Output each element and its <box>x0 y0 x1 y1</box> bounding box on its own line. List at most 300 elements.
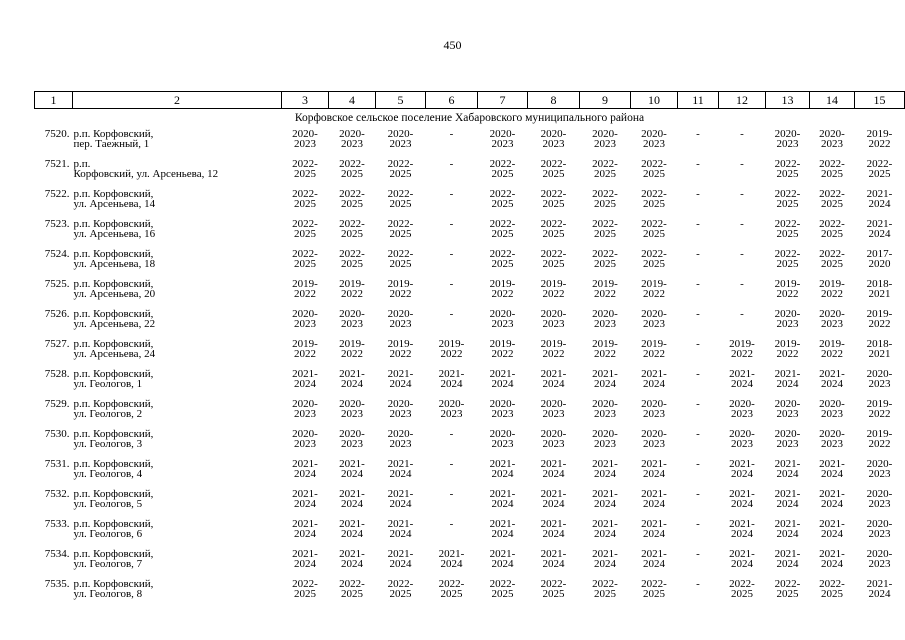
year-range-cell: 2021- 2024 <box>774 488 801 510</box>
year-range-cell: - <box>740 158 744 170</box>
row-number: 7529. <box>44 398 70 410</box>
row-number: 7525. <box>44 278 70 290</box>
year-range-cell: - <box>449 158 454 170</box>
year-range-cell: 2019- 2022 <box>387 278 414 300</box>
year-range-cell: 2021- 2024 <box>774 458 801 480</box>
year-range-cell: 2020- 2023 <box>866 458 893 480</box>
table-row <box>35 397 905 427</box>
address-cell <box>73 187 282 217</box>
section-title: Корфовское сельское поселение Хабаровского муниципального района <box>294 112 645 124</box>
year-range-cell: 2021- 2024 <box>387 458 414 480</box>
year-range-cell: 2022- 2025 <box>387 188 414 210</box>
year-range-cell: 2020- 2023 <box>489 398 516 420</box>
year-range-cell: 2021- 2024 <box>540 548 567 570</box>
year-range-cell: - <box>696 188 700 200</box>
year-range-cell: 2021- 2024 <box>819 488 845 510</box>
year-range-cell: 2021- 2024 <box>339 488 365 510</box>
year-range-cell: 2020- 2023 <box>489 308 516 330</box>
year-range-cell: - <box>740 248 744 260</box>
year-range-cell: 2022- 2025 <box>540 248 567 270</box>
column-header: 8 <box>528 92 580 109</box>
year-range-cell: 2022- 2025 <box>540 578 567 600</box>
year-range-cell: - <box>696 128 700 140</box>
year-range-cell: 2022- 2025 <box>641 578 667 600</box>
year-range-cell: 2020- 2023 <box>592 128 618 150</box>
year-range-cell: - <box>740 128 744 140</box>
year-range-cell: 2021- 2024 <box>438 368 465 390</box>
address-cell <box>73 247 282 277</box>
year-range-cell: 2021- 2024 <box>387 488 414 510</box>
address-line-1: р.п. Корфовский, <box>73 128 154 140</box>
table-row <box>35 307 905 337</box>
address-cell <box>73 457 282 487</box>
address-cell <box>73 517 282 547</box>
year-range-cell: 2022- 2025 <box>387 158 414 180</box>
year-range-cell: 2019- 2022 <box>339 278 365 300</box>
year-range-cell: - <box>696 338 700 350</box>
year-range-cell: 2020- 2023 <box>866 368 893 390</box>
year-range-cell: 2019- 2022 <box>774 278 801 300</box>
year-range-cell: 2022- 2025 <box>540 188 567 210</box>
column-header: 14 <box>810 92 855 109</box>
year-range-cell: - <box>449 458 454 470</box>
table-row <box>35 157 905 187</box>
year-range-cell: - <box>449 518 454 530</box>
year-range-cell: - <box>449 488 454 500</box>
year-range-cell: 2019- 2022 <box>592 278 618 300</box>
year-range-cell: 2020- 2023 <box>592 398 618 420</box>
year-range-cell: 2020- 2023 <box>387 398 414 420</box>
year-range-cell: 2021- 2024 <box>387 368 414 390</box>
year-range-cell: 2022- 2025 <box>292 158 318 180</box>
address-line-2: ул. Арсеньева, 16 <box>73 228 156 240</box>
year-range-cell: 2021- 2024 <box>729 548 755 570</box>
year-range-cell: 2022- 2025 <box>339 218 365 240</box>
year-range-cell: - <box>696 278 700 290</box>
year-range-cell: 2022- 2025 <box>641 188 667 210</box>
year-range-cell: - <box>740 218 744 230</box>
year-range-cell: 2019- 2022 <box>489 338 516 360</box>
row-number: 7528. <box>44 368 70 380</box>
year-range-cell: 2019- 2022 <box>819 338 845 360</box>
year-range-cell: - <box>696 518 700 530</box>
year-range-cell: 2022- 2025 <box>387 248 414 270</box>
column-header: 13 <box>766 92 810 109</box>
row-number: 7520. <box>44 128 70 140</box>
year-range-cell: - <box>696 488 700 500</box>
year-range-cell: 2022- 2025 <box>489 188 516 210</box>
year-range-cell: 2022- 2025 <box>489 578 516 600</box>
address-cell <box>73 157 282 187</box>
year-range-cell: 2020- 2023 <box>819 128 845 150</box>
year-range-cell: 2020- 2023 <box>729 428 755 450</box>
address-line-2: ул. Арсеньева, 20 <box>73 288 156 300</box>
year-range-cell: - <box>696 218 700 230</box>
year-range-cell: 2021- 2024 <box>866 188 893 210</box>
row-number: 7530. <box>44 428 70 440</box>
row-number: 7535. <box>44 578 70 590</box>
address-line-1: р.п. Корфовский, <box>73 458 154 470</box>
year-range-cell: 2022- 2025 <box>819 248 845 270</box>
year-range-cell: 2020- 2023 <box>819 428 845 450</box>
year-range-cell: 2022- 2025 <box>339 188 365 210</box>
year-range-cell: 2021- 2024 <box>729 488 755 510</box>
column-header: 4 <box>329 92 376 109</box>
year-range-cell: 2022- 2025 <box>489 158 516 180</box>
year-range-cell: 2019- 2022 <box>292 278 318 300</box>
year-range-cell: 2022- 2025 <box>540 158 567 180</box>
year-range-cell: 2022- 2025 <box>729 578 755 600</box>
column-header: 7 <box>478 92 528 109</box>
address-line-2: ул. Геологов, 6 <box>73 528 143 540</box>
year-range-cell: 2022- 2025 <box>489 248 516 270</box>
year-range-cell: 2021- 2024 <box>641 548 667 570</box>
address-cell <box>73 547 282 577</box>
year-range-cell: 2020- 2023 <box>540 428 567 450</box>
column-header: 11 <box>678 92 719 109</box>
year-range-cell: 2021- 2024 <box>774 368 801 390</box>
year-range-cell: 2022- 2025 <box>592 218 618 240</box>
year-range-cell: 2021- 2024 <box>866 578 893 600</box>
year-range-cell: 2020- 2023 <box>292 308 318 330</box>
address-line-1: р.п. Корфовский, <box>73 398 154 410</box>
year-range-cell: 2020- 2023 <box>592 428 618 450</box>
year-range-cell: 2021- 2024 <box>592 368 618 390</box>
address-line-1: р.п. Корфовский, <box>73 188 154 200</box>
year-range-cell: 2022- 2025 <box>819 188 845 210</box>
year-range-cell: 2020- 2023 <box>540 308 567 330</box>
table-row <box>35 367 905 397</box>
year-range-cell: 2021- 2024 <box>292 518 318 540</box>
year-range-cell: 2021- 2024 <box>489 368 516 390</box>
address-line-2: Корфовский, ул. Арсеньева, 12 <box>73 168 219 180</box>
year-range-cell: 2021- 2024 <box>866 218 893 240</box>
year-range-cell: - <box>449 128 454 140</box>
year-range-cell: 2021- 2024 <box>592 458 618 480</box>
address-line-1: р.п. Корфовский, <box>73 308 154 320</box>
address-line-1: р.п. Корфовский, <box>73 518 154 530</box>
year-range-cell: 2021- 2024 <box>641 368 667 390</box>
year-range-cell: 2020- 2023 <box>540 398 567 420</box>
year-range-cell: 2020- 2023 <box>774 308 801 330</box>
year-range-cell: 2020- 2023 <box>866 518 893 540</box>
address-line-2: ул. Геологов, 5 <box>73 498 143 510</box>
address-line-2: ул. Геологов, 8 <box>73 588 143 600</box>
year-range-cell: 2017- 2020 <box>866 248 893 270</box>
row-number: 7522. <box>44 188 70 200</box>
table-row <box>35 187 905 217</box>
year-range-cell: 2021- 2024 <box>540 368 567 390</box>
year-range-cell: 2021- 2024 <box>292 488 318 510</box>
year-range-cell: 2021- 2024 <box>292 368 318 390</box>
year-range-cell: - <box>449 428 454 440</box>
year-range-cell: 2021- 2024 <box>592 548 618 570</box>
year-range-cell: 2020- 2023 <box>292 128 318 150</box>
year-range-cell: 2020- 2023 <box>387 308 414 330</box>
year-range-cell: 2020- 2023 <box>489 128 516 150</box>
row-number: 7521. <box>44 158 70 170</box>
year-range-cell: 2022- 2025 <box>489 218 516 240</box>
year-range-cell: 2021- 2024 <box>819 518 845 540</box>
year-range-cell: 2022- 2025 <box>292 248 318 270</box>
year-range-cell: 2022- 2025 <box>339 158 365 180</box>
year-range-cell: 2020- 2023 <box>540 128 567 150</box>
year-range-cell: 2020- 2023 <box>641 428 667 450</box>
year-range-cell: - <box>696 308 700 320</box>
column-header: 12 <box>719 92 766 109</box>
schedule-table <box>34 91 905 607</box>
year-range-cell: 2022- 2025 <box>819 578 845 600</box>
address-cell <box>73 367 282 397</box>
year-range-cell: 2019- 2022 <box>540 278 567 300</box>
year-range-cell: 2021- 2024 <box>339 368 365 390</box>
year-range-cell: 2020- 2023 <box>339 308 365 330</box>
year-range-cell: 2019- 2022 <box>387 338 414 360</box>
year-range-cell: 2019- 2022 <box>729 338 755 360</box>
year-range-cell: 2020- 2023 <box>339 128 365 150</box>
section-row <box>35 109 905 128</box>
year-range-cell: 2022- 2025 <box>292 578 318 600</box>
address-line-1: р.п. Корфовский, <box>73 578 154 590</box>
year-range-cell: 2021- 2024 <box>641 518 667 540</box>
column-header: 3 <box>282 92 329 109</box>
year-range-cell: 2022- 2025 <box>592 578 618 600</box>
year-range-cell: 2021- 2024 <box>489 458 516 480</box>
year-range-cell: - <box>740 278 744 290</box>
year-range-cell: 2022- 2025 <box>292 188 318 210</box>
year-range-cell: 2019- 2022 <box>866 398 893 420</box>
address-line-2: ул. Геологов, 7 <box>73 558 143 570</box>
year-range-cell: 2022- 2025 <box>438 578 465 600</box>
year-range-cell: - <box>449 218 454 230</box>
column-header: 6 <box>426 92 478 109</box>
year-range-cell: 2022- 2025 <box>592 188 618 210</box>
address-line-1: р.п. Корфовский, <box>73 248 154 260</box>
year-range-cell: 2019- 2022 <box>592 338 618 360</box>
address-cell <box>73 217 282 247</box>
year-range-cell: 2019- 2022 <box>339 338 365 360</box>
year-range-cell: 2022- 2025 <box>866 158 893 180</box>
year-range-cell: 2022- 2025 <box>540 218 567 240</box>
year-range-cell: 2021- 2024 <box>774 548 801 570</box>
year-range-cell: 2022- 2025 <box>387 218 414 240</box>
year-range-cell: 2021- 2024 <box>592 518 618 540</box>
year-range-cell: 2021- 2024 <box>540 488 567 510</box>
table-row <box>35 517 905 547</box>
year-range-cell: 2021- 2024 <box>819 548 845 570</box>
year-range-cell: 2022- 2025 <box>819 218 845 240</box>
year-range-cell: 2021- 2024 <box>819 368 845 390</box>
year-range-cell: 2020- 2023 <box>819 398 845 420</box>
year-range-cell: 2022- 2025 <box>339 248 365 270</box>
year-range-cell: 2018- 2021 <box>866 338 893 360</box>
page-number: 450 <box>443 38 462 52</box>
year-range-cell: 2021- 2024 <box>819 458 845 480</box>
year-range-cell: 2020- 2023 <box>866 488 893 510</box>
column-header: 15 <box>855 92 905 109</box>
table-row <box>35 577 905 607</box>
row-number: 7534. <box>44 548 70 560</box>
year-range-cell: 2020- 2023 <box>641 308 667 330</box>
year-range-cell: 2020- 2023 <box>339 428 365 450</box>
address-line-1: р.п. Корфовский, <box>73 488 154 500</box>
year-range-cell: 2021- 2024 <box>339 518 365 540</box>
year-range-cell: 2020- 2023 <box>592 308 618 330</box>
year-range-cell: 2019- 2022 <box>866 308 893 330</box>
year-range-cell: - <box>696 248 700 260</box>
table-row <box>35 547 905 577</box>
year-range-cell: 2019- 2022 <box>489 278 516 300</box>
year-range-cell: 2021- 2024 <box>387 548 414 570</box>
address-line-1: р.п. Корфовский, <box>73 218 154 230</box>
year-range-cell: 2021- 2024 <box>339 548 365 570</box>
address-line-1: р.п. Корфовский, <box>73 368 154 380</box>
year-range-cell: 2020- 2023 <box>774 128 801 150</box>
year-range-cell: - <box>696 158 700 170</box>
year-range-cell: 2020- 2023 <box>729 398 755 420</box>
table-row <box>35 247 905 277</box>
year-range-cell: 2020- 2023 <box>866 548 893 570</box>
year-range-cell: 2019- 2022 <box>641 338 667 360</box>
year-range-cell: 2021- 2024 <box>540 458 567 480</box>
year-range-cell: 2019- 2022 <box>819 278 845 300</box>
year-range-cell: 2020- 2023 <box>387 128 414 150</box>
year-range-cell: 2021- 2024 <box>729 518 755 540</box>
year-range-cell: 2022- 2025 <box>774 218 801 240</box>
table-row <box>35 337 905 367</box>
row-number: 7527. <box>44 338 70 350</box>
year-range-cell: 2020- 2023 <box>292 398 318 420</box>
year-range-cell: 2021- 2024 <box>540 518 567 540</box>
year-range-cell: 2020- 2023 <box>819 308 845 330</box>
year-range-cell: 2020- 2023 <box>438 398 465 420</box>
address-cell <box>73 397 282 427</box>
address-line-2: пер. Таежный, 1 <box>73 138 150 150</box>
year-range-cell: 2022- 2025 <box>387 578 414 600</box>
row-number: 7532. <box>44 488 70 500</box>
year-range-cell: 2022- 2025 <box>774 248 801 270</box>
year-range-cell: 2021- 2024 <box>641 458 667 480</box>
row-number: 7531. <box>44 458 70 470</box>
address-cell <box>73 277 282 307</box>
address-line-2: ул. Геологов, 2 <box>73 408 143 420</box>
year-range-cell: 2022- 2025 <box>641 158 667 180</box>
year-range-cell: 2021- 2024 <box>292 458 318 480</box>
year-range-cell: 2019- 2022 <box>292 338 318 360</box>
address-line-2: ул. Геологов, 1 <box>73 378 143 390</box>
year-range-cell: 2021- 2024 <box>387 518 414 540</box>
row-number: 7533. <box>44 518 70 530</box>
year-range-cell: - <box>696 428 700 440</box>
year-range-cell: 2021- 2024 <box>489 548 516 570</box>
table-row <box>35 277 905 307</box>
year-range-cell: 2020- 2023 <box>641 128 667 150</box>
year-range-cell: - <box>449 308 454 320</box>
year-range-cell: 2020- 2023 <box>489 428 516 450</box>
address-line-1: р.п. Корфовский, <box>73 278 154 290</box>
year-range-cell: 2021- 2024 <box>641 488 667 510</box>
year-range-cell: - <box>696 458 700 470</box>
year-range-cell: 2020- 2023 <box>292 428 318 450</box>
address-cell <box>73 127 282 157</box>
year-range-cell: - <box>696 368 700 380</box>
year-range-cell: 2021- 2024 <box>339 458 365 480</box>
year-range-cell: - <box>740 308 744 320</box>
year-range-cell: 2021- 2024 <box>592 488 618 510</box>
table-row <box>35 457 905 487</box>
year-range-cell: 2022- 2025 <box>641 218 667 240</box>
year-range-cell: 2020- 2023 <box>387 428 414 450</box>
column-header: 1 <box>35 92 73 109</box>
year-range-cell: 2021- 2024 <box>489 518 516 540</box>
year-range-cell: - <box>449 248 454 260</box>
address-line-2: ул. Арсеньева, 24 <box>73 348 156 360</box>
year-range-cell: 2019- 2022 <box>438 338 465 360</box>
year-range-cell: 2019- 2022 <box>641 278 667 300</box>
address-cell <box>73 577 282 607</box>
year-range-cell: - <box>696 578 700 590</box>
year-range-cell: 2020- 2023 <box>774 428 801 450</box>
table-row <box>35 427 905 457</box>
year-range-cell: 2019- 2022 <box>866 128 893 150</box>
year-range-cell: 2021- 2024 <box>292 548 318 570</box>
address-line-1: р.п. Корфовский, <box>73 548 154 560</box>
year-range-cell: 2021- 2024 <box>438 548 465 570</box>
year-range-cell: 2020- 2023 <box>339 398 365 420</box>
year-range-cell: 2020- 2023 <box>774 398 801 420</box>
year-range-cell: - <box>696 398 700 410</box>
address-line-1: р.п. <box>73 158 91 170</box>
column-header: 10 <box>631 92 678 109</box>
column-header: 2 <box>73 92 282 109</box>
year-range-cell: 2019- 2022 <box>540 338 567 360</box>
year-range-cell: 2019- 2022 <box>866 428 893 450</box>
address-line-2: ул. Геологов, 3 <box>73 438 143 450</box>
year-range-cell: 2019- 2022 <box>774 338 801 360</box>
year-range-cell: - <box>740 188 744 200</box>
year-range-cell: 2021- 2024 <box>729 458 755 480</box>
address-cell <box>73 487 282 517</box>
column-header: 9 <box>580 92 631 109</box>
year-range-cell: 2021- 2024 <box>774 518 801 540</box>
year-range-cell: 2022- 2025 <box>774 188 801 210</box>
year-range-cell: 2021- 2024 <box>729 368 755 390</box>
column-header: 5 <box>376 92 426 109</box>
address-cell <box>73 427 282 457</box>
table-row <box>35 127 905 157</box>
address-cell <box>73 337 282 367</box>
year-range-cell: - <box>449 278 454 290</box>
address-line-1: р.п. Корфовский, <box>73 338 154 350</box>
year-range-cell: 2022- 2025 <box>774 578 801 600</box>
address-line-2: ул. Арсеньева, 18 <box>73 258 156 270</box>
address-line-2: ул. Геологов, 4 <box>73 468 143 480</box>
address-line-1: р.п. Корфовский, <box>73 428 154 440</box>
year-range-cell: 2022- 2025 <box>774 158 801 180</box>
address-line-2: ул. Арсеньева, 14 <box>73 198 156 210</box>
address-line-2: ул. Арсеньева, 22 <box>73 318 156 330</box>
table-row <box>35 487 905 517</box>
table-header-row <box>35 92 905 109</box>
year-range-cell: 2022- 2025 <box>592 248 618 270</box>
year-range-cell: 2022- 2025 <box>292 218 318 240</box>
row-number: 7523. <box>44 218 70 230</box>
row-number: 7526. <box>44 308 70 320</box>
year-range-cell: 2022- 2025 <box>819 158 845 180</box>
year-range-cell: - <box>449 188 454 200</box>
row-number: 7524. <box>44 248 70 260</box>
year-range-cell: 2022- 2025 <box>641 248 667 270</box>
